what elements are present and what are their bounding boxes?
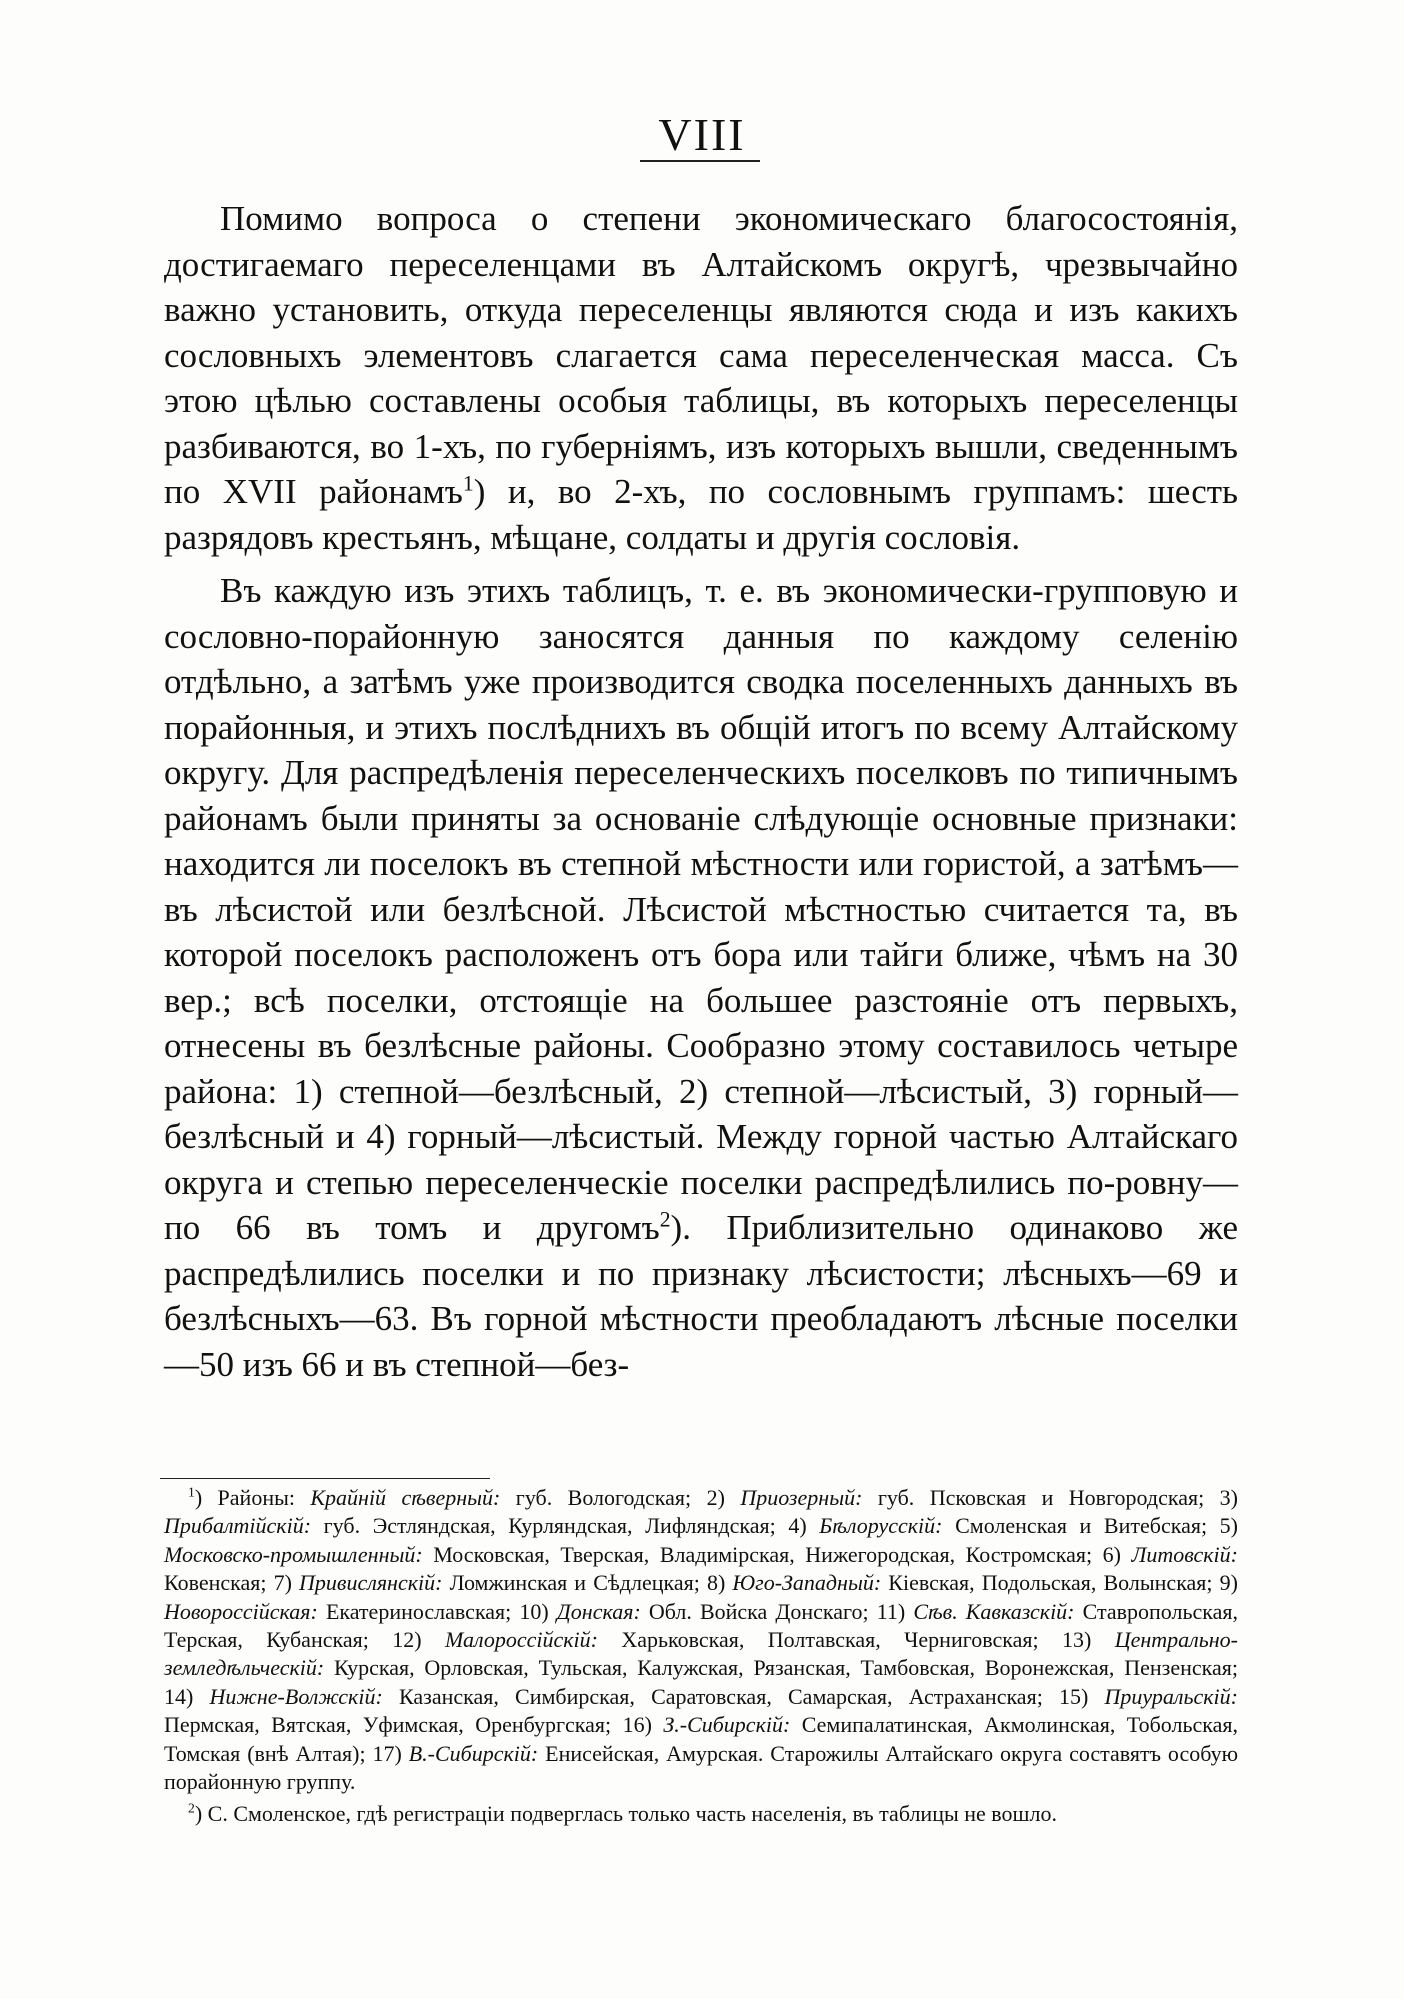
footnote-rule bbox=[160, 1478, 490, 1479]
region-name: З.-Сибирскій: bbox=[663, 1712, 791, 1738]
region-text: губ. Эстляндская, Курляндская, Лифляндская; 4) bbox=[311, 1513, 820, 1539]
region-text: Пермская, Вятская, Уфимская, Оренбургская; 16) bbox=[164, 1712, 664, 1738]
region-name: Малороссійскій: bbox=[444, 1627, 598, 1653]
region-text: Смоленская и Витебская; 5) bbox=[942, 1513, 1238, 1539]
header-rule bbox=[640, 160, 760, 162]
region-name: Нижне-Волжскій: bbox=[209, 1683, 383, 1709]
page-header bbox=[0, 108, 1404, 161]
paragraph-text: ). Приблизительно одинаково же распредѣлились поселки и по признаку лѣсистости; лѣсныхъ—69 и безлѣсныхъ—63. Въ горной мѣстности преобладаютъ лѣсные поселки—50 изъ 66 и въ степной—без- bbox=[164, 1208, 1238, 1384]
region-text: Ковенская; 7) bbox=[164, 1570, 300, 1596]
region-text: губ. Псковская и Новгородская; 3) bbox=[862, 1485, 1238, 1510]
region-text: Ломжинская и Сѣдлецкая; 8) bbox=[442, 1570, 733, 1596]
region-text: Ставропольская, Терская, Кубанская; 12) bbox=[164, 1598, 1239, 1653]
region-name: Приозерный: bbox=[740, 1485, 863, 1510]
footnote-ref[interactable]: 1 bbox=[462, 471, 474, 496]
region-name: Прибалтійскій: bbox=[164, 1513, 312, 1539]
paragraph-text: Помимо вопроса о степени экономическаго благосостоянія, достигаемаго переселенцами въ Алтайскомъ округѣ, чрезвычайно важно установить, откуда переселенцы являются сюда и изъ какихъ сословныхъ элементовъ слагается сама переселенческая масса. Съ этою цѣлью составлены особыя таблицы, въ которыхъ переселенцы разбиваются, во 1-хъ, по губерніямъ, изъ которыхъ вышли, сведеннымъ по XVII районамъ bbox=[164, 199, 1238, 511]
paragraph-text: Въ каждую изъ этихъ таблицъ, т. е. въ экономически-групповую и сословно-порайонную заносятся данныя по каждому селенію отдѣльно, а затѣмъ уже производится сводка поселенныхъ данныхъ въ порайонныя, и этихъ послѣднихъ въ общій итогъ по всему Алтайскому округу. Для распредѣленія переселенческихъ поселковъ по типичнымъ районамъ были приняты за основаніе слѣдующіе основные признаки: находится ли поселокъ въ степной мѣстности или гористой, а затѣмъ—въ лѣсистой или безлѣсной. Лѣсистой мѣстностью считается та, въ которой поселокъ расположенъ отъ бора или тайги ближе, чѣмъ на 30 вер.; всѣ поселки, отстоящіе на большее разстояніе отъ первыхъ, отнесены въ безлѣсные районы. Сообразно этому составилось четыре района: 1) степной—безлѣсный, 2) степной—лѣсистый, 3) горный—безлѣсный и 4) горный—лѣсистый. Между горной частью Алтайскаго округа и степью переселенческіе поселки распредѣлились по-ровну—по 66 въ томъ и другомъ bbox=[164, 571, 1238, 1247]
footnote-2 bbox=[164, 1800, 1238, 1828]
region-name: В.-Сибирскій: bbox=[408, 1740, 539, 1766]
paragraph-text: ) и, во 2-хъ, по сословнымъ группамъ: шесть разрядовъ крестьянъ, мѣщане, солдаты и другія сословія. bbox=[164, 472, 1238, 557]
region-text: Курская, Орловская, Тульская, Калужская, Рязанская, Тамбовская, Воронежская, Пензенская; 14) bbox=[164, 1655, 1238, 1709]
footnote-1 bbox=[164, 1484, 1238, 1796]
region-name: Новороссійская: bbox=[164, 1598, 318, 1624]
footnote-mark: 2 bbox=[188, 1801, 195, 1817]
paragraph bbox=[164, 196, 1238, 560]
main-text bbox=[164, 196, 1238, 1395]
region-name: Крайній сѣверный: bbox=[310, 1485, 501, 1510]
region-name: Бѣлорусскій: bbox=[819, 1513, 943, 1539]
region-text: Енисейская, Амурская. Старожилы Алтайскаго округа составятъ особую порайонную группу. bbox=[164, 1740, 1238, 1795]
footnote-mark: 1 bbox=[188, 1484, 195, 1500]
region-name: Сѣв. Кавказскій: bbox=[913, 1598, 1075, 1624]
region-name: Приуральскій: bbox=[1104, 1683, 1238, 1709]
region-name: Московско-промышленный: bbox=[164, 1541, 423, 1567]
region-name: Привислянскій: bbox=[299, 1570, 443, 1596]
paragraph bbox=[164, 568, 1238, 1387]
region-text: Казанская, Симбирская, Саратовская, Самарская, Астраханская; 15) bbox=[382, 1683, 1105, 1709]
region-name: Донская: bbox=[556, 1598, 641, 1624]
footnote-text: ) Районы: bbox=[194, 1485, 311, 1510]
footnotes bbox=[164, 1484, 1238, 1833]
region-text: Московская, Тверская, Владимірская, Нижегородская, Костромская; 6) bbox=[422, 1541, 1132, 1567]
region-name: Литовскій: bbox=[1131, 1541, 1238, 1567]
region-text: Кіевская, Подольская, Волынская; 9) bbox=[881, 1570, 1238, 1596]
region-text: Харьковская, Полтавская, Черниговская; 13) bbox=[597, 1627, 1115, 1653]
page-number: VIII bbox=[658, 109, 746, 160]
region-name: Юго-Западный: bbox=[732, 1570, 882, 1596]
region-text: губ. Вологодская; 2) bbox=[500, 1485, 741, 1510]
region-text: Екатеринославская; 10) bbox=[317, 1598, 557, 1624]
region-text: Семипалатинская, Акмолинская, Тобольская, Томская (внѣ Алтая); 17) bbox=[164, 1712, 1238, 1766]
region-name: Центрально-земледѣльческій: bbox=[164, 1627, 1238, 1681]
footnote-text: ) С. Смоленское, гдѣ регистраціи подверглась только часть населенія, въ таблицы не вошло. bbox=[194, 1801, 1057, 1827]
region-text: Обл. Войска Донскаго; 11) bbox=[640, 1598, 914, 1624]
footnote-ref[interactable]: 2 bbox=[659, 1207, 671, 1232]
